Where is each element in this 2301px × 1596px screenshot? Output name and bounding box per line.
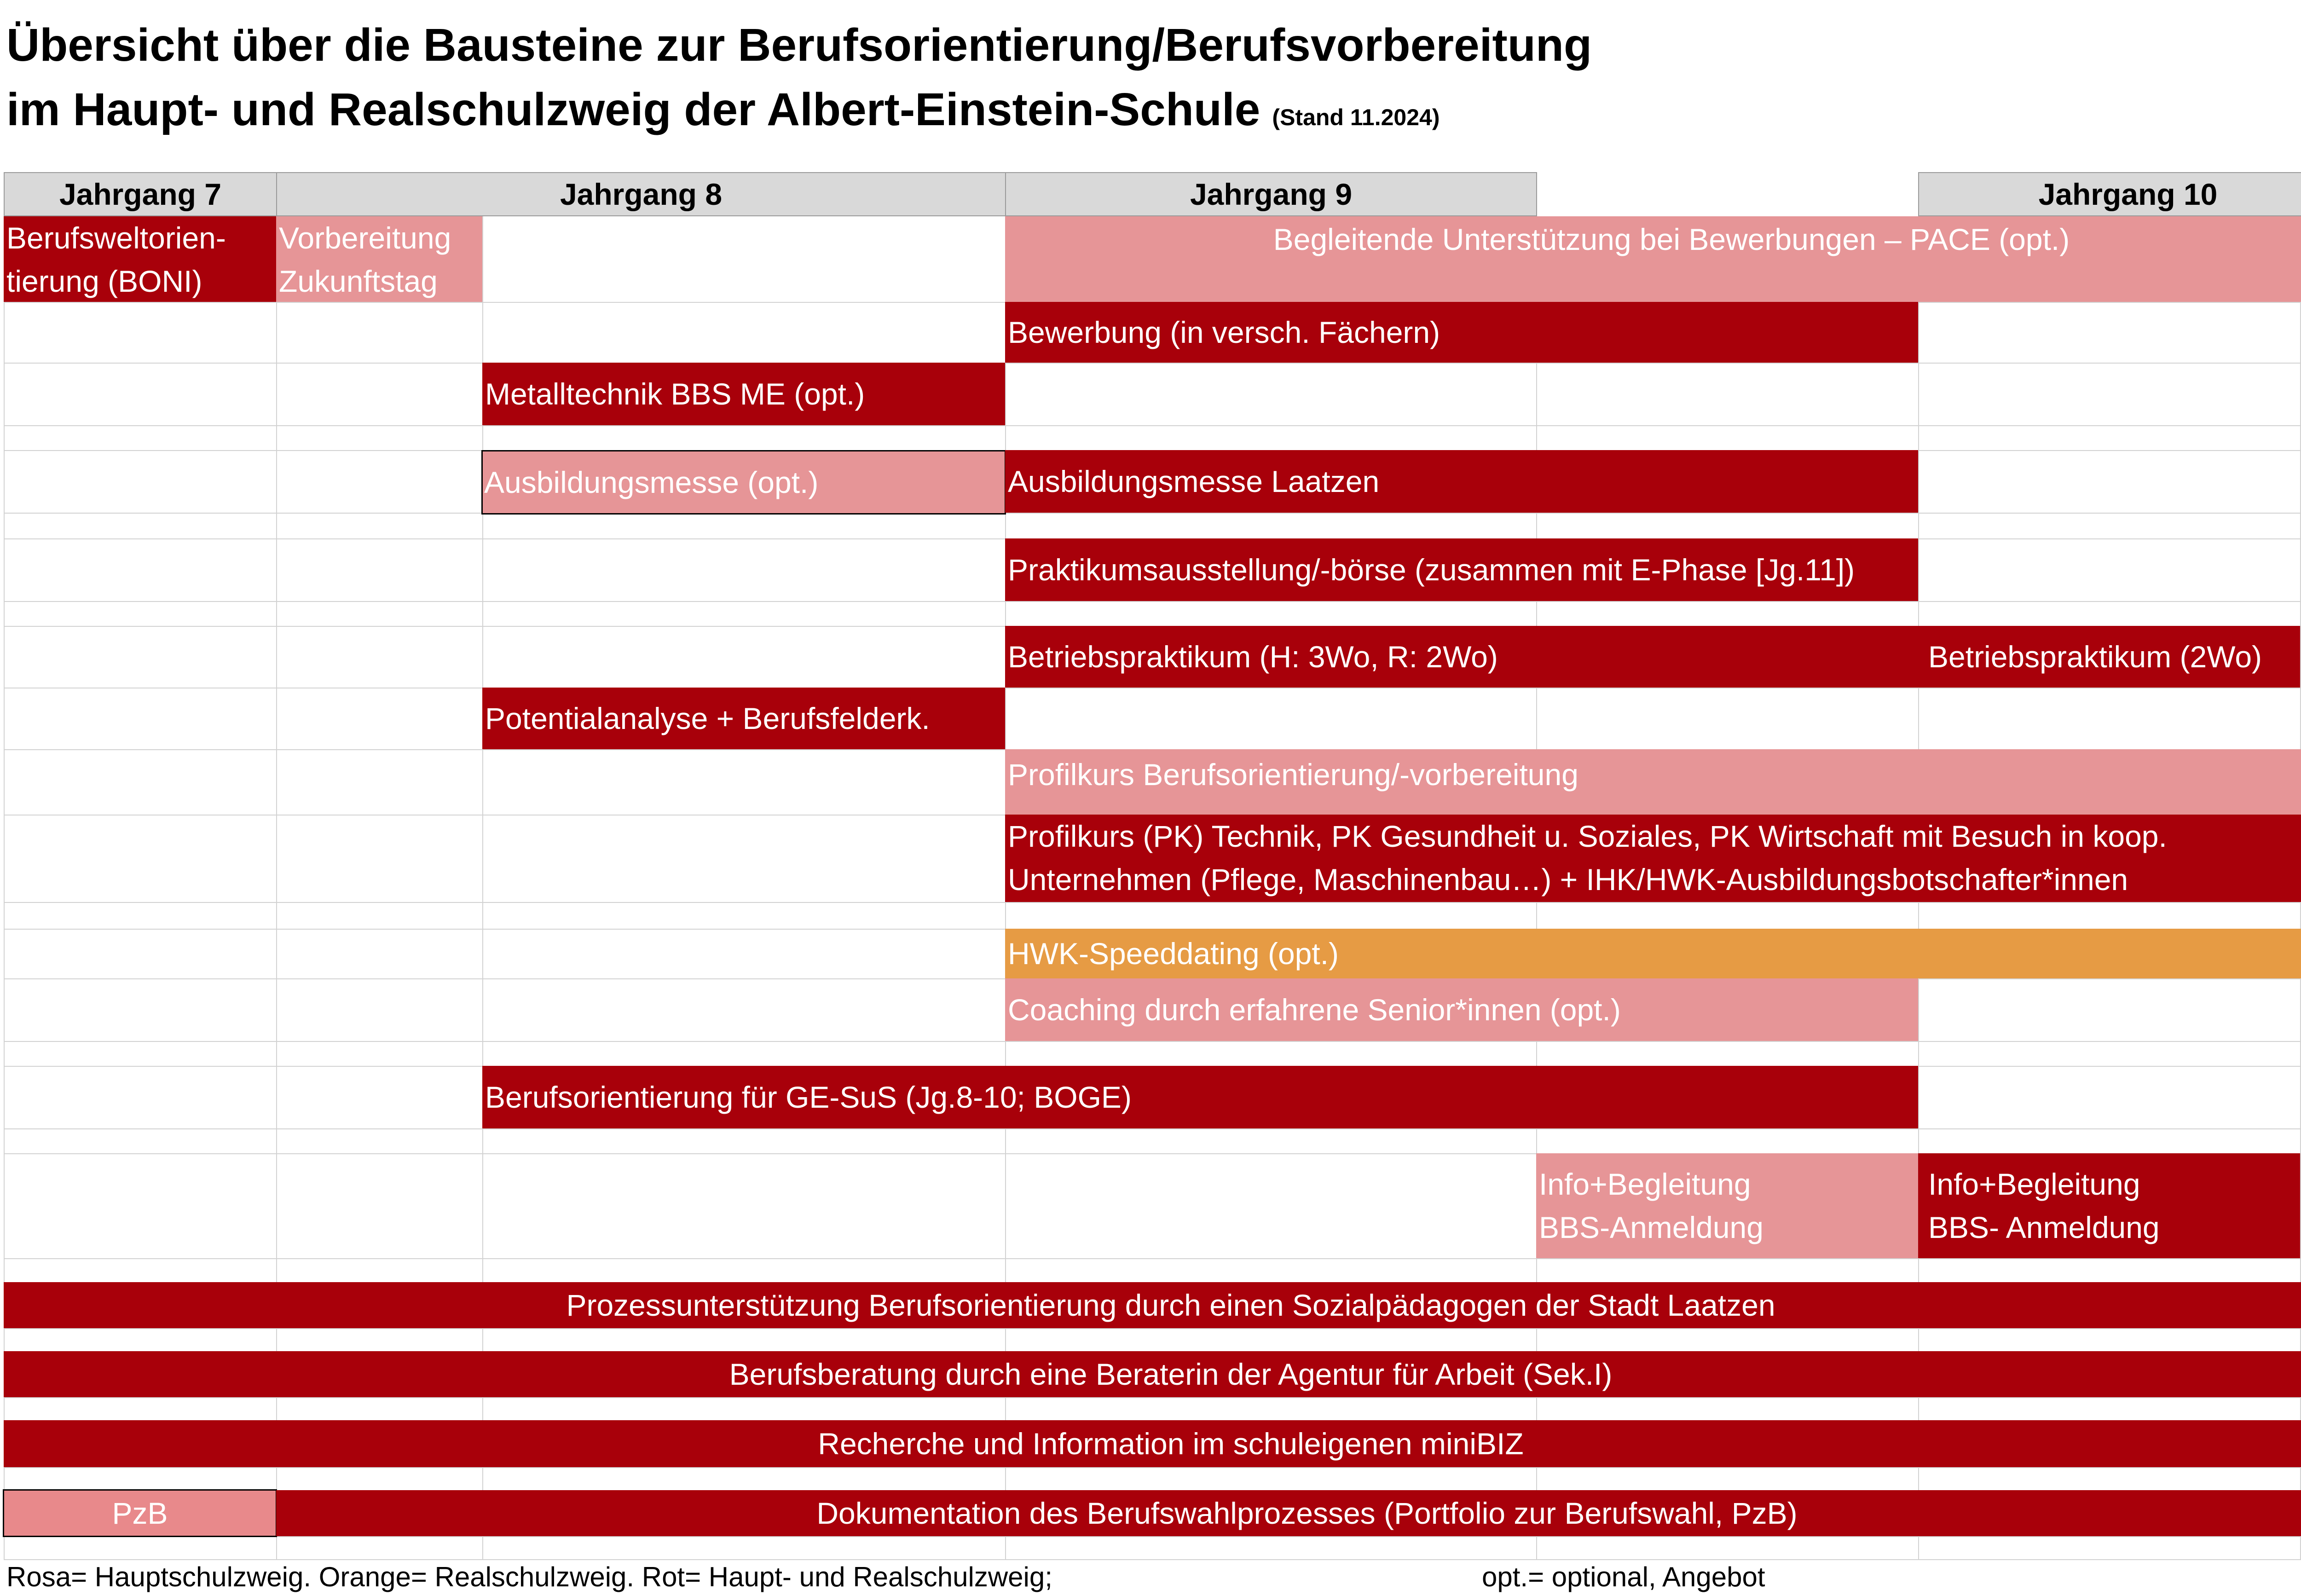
- block-minibiz: Recherche und Information im schuleigenen miniBIZ: [4, 1420, 2301, 1467]
- grid-line: [4, 1258, 2301, 1259]
- block-zukunftstag: [276, 216, 482, 302]
- block-bbs10-line-1: Info+Begleitung: [1928, 1167, 2140, 1201]
- block-bbs9-line-2: BBS-Anmeldung: [1539, 1210, 1763, 1244]
- block-potentialanalyse: Potentialanalyse + Berufsfelderk.: [482, 688, 1005, 749]
- header-jahrgang-7: Jahrgang 7: [4, 172, 277, 216]
- grid-line: [4, 425, 2301, 426]
- block-prozessunterstuetzung: Prozessunterstützung Berufsorientierung durch einen Sozialpädagogen der Stadt Laatzen: [4, 1282, 2301, 1328]
- block-boge: Berufsorientierung für GE-SuS (Jg.8-10; BOGE): [482, 1066, 1918, 1128]
- block-bbs10-line-2: BBS- Anmeldung: [1928, 1210, 2160, 1244]
- grid-line: [4, 363, 2301, 364]
- header-jahrgang-8: Jahrgang 8: [276, 172, 1006, 216]
- block-profilkurs-pk: [1005, 815, 2301, 902]
- block-zukunftstag-line-2: Zukunftstag: [279, 264, 438, 298]
- grid-line: [4, 902, 2301, 903]
- block-betriebspraktikum-9: Betriebspraktikum (H: 3Wo, R: 2Wo): [1005, 626, 1918, 688]
- grid-line: [4, 1536, 2301, 1537]
- grid-line: [4, 1559, 2301, 1560]
- grid-line: [4, 1128, 2301, 1129]
- grid-line: [4, 1328, 2301, 1329]
- block-berufsberatung: Berufsberatung durch eine Beraterin der Agentur für Arbeit (Sek.I): [4, 1351, 2301, 1397]
- block-bbs-anmeldung-9: [1536, 1153, 1918, 1258]
- header-jahrgang-9: Jahrgang 9: [1005, 172, 1537, 216]
- block-praktikumsboerse: Praktikumsausstellung/-börse (zusammen mit E-Phase [Jg.11]): [1005, 538, 1918, 601]
- page-title-school: im Haupt- und Realschulzweig der Albert-Einstein-Schule: [6, 84, 1260, 135]
- block-profilkurs-pk-line-1: Profilkurs (PK) Technik, PK Gesundheit u. Soziales, PK Wirtschaft mit Besuch in koop.: [1008, 819, 2167, 853]
- legend-optional: opt.= optional, Angebot: [1482, 1561, 1765, 1592]
- block-bewerbung: Bewerbung (in versch. Fächern): [1005, 302, 1918, 363]
- block-pzb: PzB: [3, 1489, 277, 1537]
- block-profilkurs-pk-line-2: Unternehmen (Pflege, Maschinenbau…) + IHK/HWK-Ausbildungsbotschafter*innen: [1008, 862, 2128, 896]
- page-title-line-1: Übersicht über die Bausteine zur Berufsorientierung/Berufsvorbereitung: [6, 19, 1592, 71]
- block-ausbildungsmesse-laatzen: Ausbildungsmesse Laatzen: [1005, 450, 1918, 513]
- block-dokumentation: Dokumentation des Berufswahlprozesses (Portfolio zur Berufswahl, PzB): [276, 1490, 2301, 1536]
- block-hwk-speeddating: HWK-Speeddating (opt.): [1005, 929, 2301, 978]
- header-jahrgang-10: Jahrgang 10: [1918, 172, 2301, 216]
- grid-line: [4, 513, 2301, 514]
- block-bbs9-line-1: Info+Begleitung: [1539, 1167, 1751, 1201]
- grid-line: [4, 601, 2301, 602]
- stand-date: (Stand 11.2024): [1272, 104, 1440, 130]
- block-betriebspraktikum-10: Betriebspraktikum (2Wo): [1918, 626, 2300, 688]
- block-boni-line-2: tierung (BONI): [6, 264, 202, 298]
- block-boni-line-1: Berufsweltorien-: [6, 221, 226, 255]
- block-metalltechnik: Metalltechnik BBS ME (opt.): [482, 363, 1005, 425]
- block-profilkurs-bo: Profilkurs Berufsorientierung/-vorbereitung: [1005, 749, 2301, 815]
- grid-line: [4, 1467, 2301, 1468]
- grid-line: [4, 1397, 2301, 1398]
- legend-colors: Rosa= Hauptschulzweig. Orange= Realschulzweig. Rot= Haupt- und Realschulzweig;: [6, 1561, 1052, 1592]
- block-coaching: Coaching durch erfahrene Senior*innen (opt.): [1005, 978, 1918, 1041]
- block-bbs-anmeldung-10: [1918, 1153, 2300, 1258]
- block-zukunftstag-line-1: Vorbereitung: [279, 221, 451, 255]
- block-ausbildungsmesse-opt: Ausbildungsmesse (opt.): [481, 450, 1006, 515]
- block-boni: [4, 216, 276, 302]
- grid-line: [4, 1041, 2301, 1042]
- block-pace: Begleitende Unterstützung bei Bewerbungen – PACE (opt.): [1005, 216, 2301, 302]
